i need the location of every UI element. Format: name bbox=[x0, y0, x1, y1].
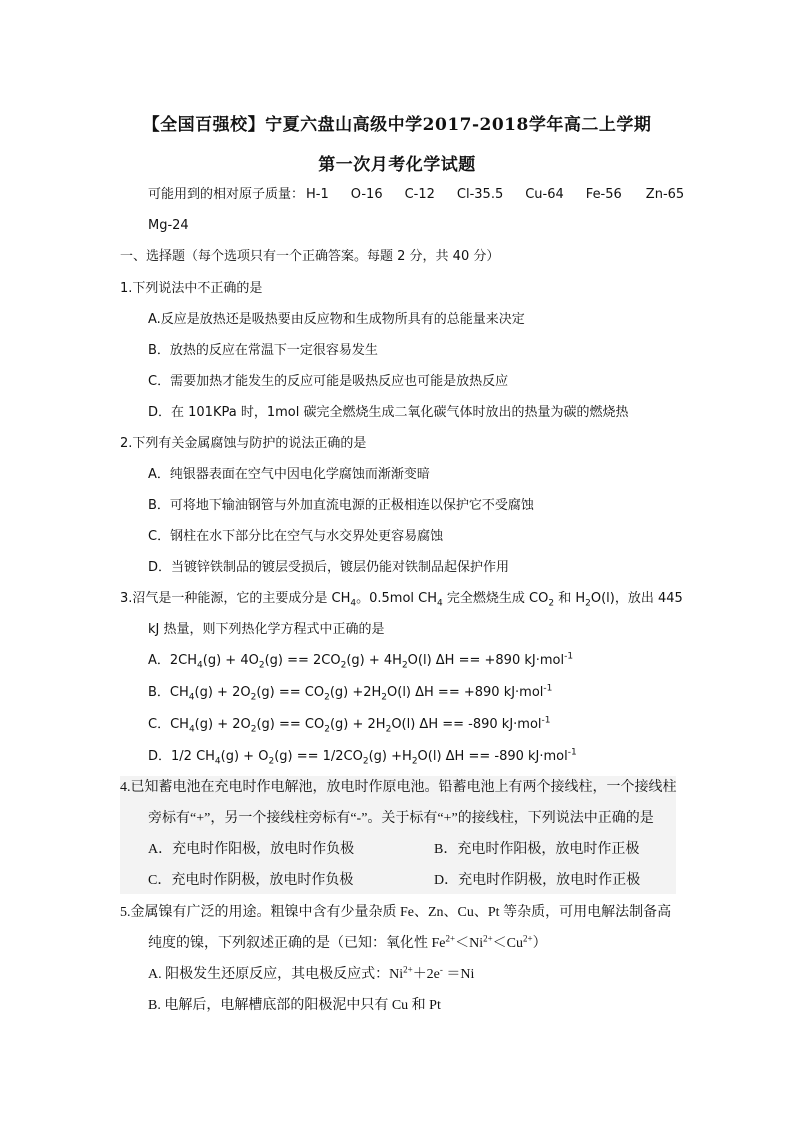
atomic-mass-list bbox=[148, 186, 684, 204]
question-4-option-d: D．充电时作阴极，放电时作正极 bbox=[434, 873, 641, 888]
question-4-stem: 4.已知蓄电池在充电时作电解池，放电时作原电池。铅蓄电池上有两个接线柱，一个接线柱 bbox=[120, 780, 677, 795]
question-1-option-b: B．放热的反应在常温下一定很容易发生 bbox=[148, 343, 378, 358]
atomic-mass-item: C-12 bbox=[404, 187, 435, 202]
exam-title-line1: 【全国百强校】宁夏六盘山高级中学2017-2018学年高二上学期 bbox=[142, 115, 652, 135]
question-4-option-b: B．充电时作阳极，放电时作正极 bbox=[434, 842, 640, 857]
question-4-stem-cont: 旁标有“+”，另一个接线柱旁标有“-”。关于标有“+”的接线柱，下列说法中正确的是 bbox=[148, 811, 654, 826]
question-5-option-a: A. 阳极发生还原反应，其电极反应式：$Ni^{2+}+2e^- =Ni$ bbox=[148, 964, 475, 982]
question-3-option-b: B．$CH_4(g) + 2O_2(g) == CO_2(g) +2H_2O(l) \Delta H == +890$ kJ·mol$^{-1}$ bbox=[148, 683, 553, 703]
question-3-option-c: C．$CH_4(g) + 2O_2(g) == CO_2(g) + 2H_2O(l) \Delta H == -890$ kJ·mol$^{-1}$ bbox=[148, 715, 551, 735]
section-heading: 一、选择题（每个选项只有一个正确答案。每题 2 分，共 40 分） bbox=[120, 249, 500, 264]
question-3-stem-cont: kJ 热量，则下列热化学方程式中正确的是 bbox=[148, 622, 385, 637]
atomic-mass-item: Cl-35.5 bbox=[456, 187, 504, 202]
atomic-mass-item: Fe-56 bbox=[585, 187, 622, 202]
question-2-option-c: C．钢柱在水下部分比在空气与水交界处更容易腐蚀 bbox=[148, 529, 444, 544]
question-5-stem: 5.金属镍有广泛的用途。粗镍中含有少量杂质 Fe、Zn、Cu、Pt 等杂质，可用电解法制备高 bbox=[120, 905, 672, 920]
question-3-option-a: A．$2CH_4(g) + 4O_2(g) == 2CO_2(g) + 4H_2O(l) \Delta H == +890$ kJ·mol$^{-1}$ bbox=[148, 651, 574, 671]
question-2-option-a: A．纯银器表面在空气中因电化学腐蚀而渐渐变暗 bbox=[148, 467, 430, 482]
atomic-mass-item: Cu-64 bbox=[525, 187, 564, 202]
question-2-option-b: B．可将地下输油钢管与外加直流电源的正极相连以保护它不受腐蚀 bbox=[148, 498, 534, 513]
atomic-mass-item: H-1 bbox=[306, 187, 329, 202]
question-5-stem-cont: 纯度的镍，下列叙述正确的是（已知：氧化性 $Fe^{2+}<Ni^{2+}<Cu^{2+}$） bbox=[148, 933, 547, 951]
atomic-mass-item-wrap: Mg-24 bbox=[148, 218, 189, 233]
atomic-mass-label: 可能用到的相对原子质量： bbox=[148, 187, 305, 202]
atomic-mass-item: O-16 bbox=[350, 187, 383, 202]
question-3-option-d: D．1/2 $CH_4(g) + O_2(g) == 1/2CO_2(g) +H_2O(l) \Delta H == -890$ kJ·mol$^{-1}$ bbox=[148, 747, 577, 767]
exam-title-line2: 第一次月考化学试题 bbox=[318, 155, 476, 175]
question-5-option-b: B. 电解后，电解槽底部的阳极泥中只有 Cu 和 Pt bbox=[148, 998, 441, 1013]
question-2-option-d: D．当镀锌铁制品的镀层受损后，镀层仍能对铁制品起保护作用 bbox=[148, 560, 510, 575]
question-1-stem: 1.下列说法中不正确的是 bbox=[120, 281, 263, 296]
question-1-option-a: A.反应是放热还是吸热要由反应物和生成物所具有的总能量来决定 bbox=[148, 312, 525, 327]
question-1-option-c: C．需要加热才能发生的反应可能是吸热反应也可能是放热反应 bbox=[148, 374, 509, 389]
question-2-stem: 2.下列有关金属腐蚀与防护的说法正确的是 bbox=[120, 436, 367, 451]
question-4-option-c: C．充电时作阴极，放电时作负极 bbox=[148, 873, 354, 888]
question-3-stem: 3.沼气是一种能源，它的主要成分是 $CH_4$。0.5mol $CH_4$ 完全燃烧生成 $CO_2$ 和 $H_2O(l)$，放出 445 bbox=[120, 591, 683, 609]
question-4-option-a: A．充电时作阳极，放电时作负极 bbox=[148, 842, 355, 857]
question-1-option-d: D．在 101KPa 时，1mol 碳完全燃烧生成二氧化碳气体时放出的热量为碳的燃烧热 bbox=[148, 405, 629, 420]
atomic-mass-item: Zn-65 bbox=[645, 187, 685, 202]
